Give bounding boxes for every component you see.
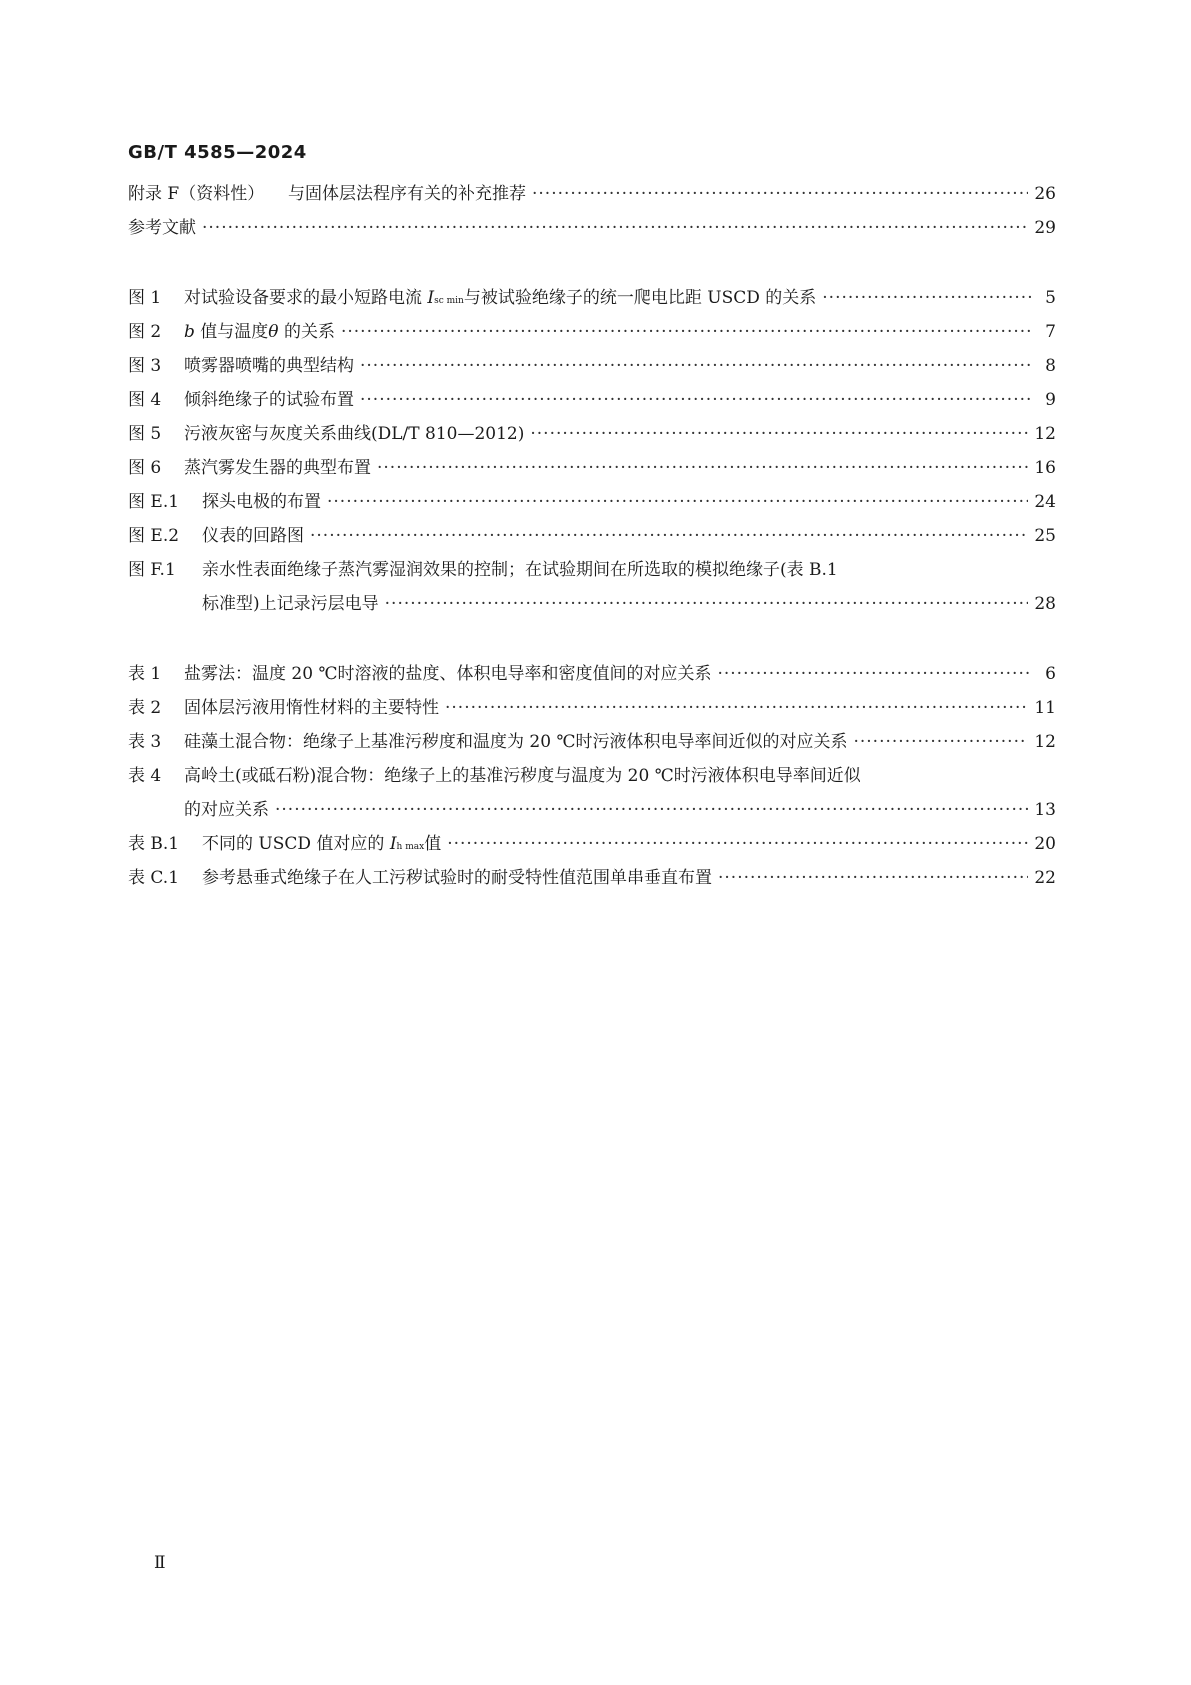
standard-code: GB/T 4585—2024 (128, 142, 307, 163)
toc-prefix: 表 4 (128, 766, 162, 786)
toc-title: 硅藻土混合物：绝缘子上基准污秽度和温度为 20 ℃时污液体积电导率间近似的对应关系 (184, 732, 848, 752)
dot-leader (445, 694, 1028, 722)
toc-prefix: 图 1 (128, 288, 162, 308)
toc-entry-figure-2[interactable] (128, 318, 1056, 346)
toc-page-number: 5 (1045, 288, 1056, 308)
toc-entry-table-b1[interactable] (128, 830, 1056, 858)
toc-title: 高岭土(或砥石粉)混合物：绝缘子上的基准污秽度与温度为 20 ℃时污液体积电导率间近似 (184, 766, 861, 786)
toc-page-number: 8 (1045, 356, 1056, 376)
toc-title: 倾斜绝缘子的试验布置 (184, 390, 354, 410)
page-number: Ⅱ (154, 1553, 166, 1573)
dot-leader (327, 488, 1028, 516)
dot-leader (532, 180, 1028, 208)
toc-entry-figure-1[interactable] (128, 284, 1056, 312)
dot-leader (385, 590, 1029, 618)
toc-prefix: 图 4 (128, 390, 162, 410)
dot-leader (822, 284, 1032, 312)
toc-prefix: 图 2 (128, 322, 162, 342)
dot-leader (310, 522, 1028, 550)
toc-entry-figure-e1[interactable] (128, 488, 1056, 516)
dot-leader (202, 214, 1028, 242)
toc-page-number: 16 (1034, 458, 1056, 478)
toc-prefix: 表 3 (128, 732, 162, 752)
dot-leader (341, 318, 1032, 346)
toc-title: 蒸汽雾发生器的典型布置 (184, 458, 371, 478)
toc-page-number: 11 (1034, 698, 1056, 718)
toc-page-number: 29 (1034, 218, 1056, 238)
toc-entry-table-2[interactable] (128, 694, 1056, 722)
toc-title: 参考悬垂式绝缘子在人工污秽试验时的耐受特性值范围单串垂直布置 (202, 868, 712, 888)
toc-entry-figure-f1-line1[interactable] (128, 556, 1056, 584)
toc-title: 不同的 USCD 值对应的 Ih max值 (202, 834, 442, 854)
toc-entry-figure-f1-line2[interactable] (128, 590, 1056, 618)
toc-title: 仪表的回路图 (202, 526, 304, 546)
toc-title: 盐雾法：温度 20 ℃时溶液的盐度、体积电导率和密度值间的对应关系 (184, 664, 712, 684)
toc-prefix: 图 E.2 (128, 526, 180, 546)
toc-prefix: 表 2 (128, 698, 162, 718)
toc-prefix: 表 B.1 (128, 834, 180, 854)
toc-entry-table-c1[interactable] (128, 864, 1056, 892)
toc-entry-table-3[interactable] (128, 728, 1056, 756)
toc-prefix: 图 3 (128, 356, 162, 376)
toc-title: 参考文献 (128, 218, 196, 238)
toc-entry-figure-3[interactable] (128, 352, 1056, 380)
dot-leader (360, 352, 1032, 380)
toc-page-number: 12 (1034, 732, 1056, 752)
dot-leader (447, 830, 1028, 858)
toc-prefix: 图 6 (128, 458, 162, 478)
toc-prefix: 图 5 (128, 424, 162, 444)
toc-entry-table-4-line2[interactable] (128, 796, 1056, 824)
dot-leader (377, 454, 1028, 482)
toc-page-number: 7 (1045, 322, 1056, 342)
toc-page-number: 6 (1045, 664, 1056, 684)
dot-leader (853, 728, 1028, 756)
toc-title: 探头电极的布置 (202, 492, 321, 512)
toc-title: 污液灰密与灰度关系曲线(DL/T 810—2012) (184, 424, 525, 444)
toc-title: 的对应关系 (184, 800, 269, 820)
toc-prefix: 图 E.1 (128, 492, 180, 512)
toc-page-number: 24 (1034, 492, 1056, 512)
toc-page-number: 28 (1034, 594, 1056, 614)
toc-page-number: 13 (1034, 800, 1056, 820)
toc-prefix: 表 C.1 (128, 868, 180, 888)
toc-page-number: 12 (1034, 424, 1056, 444)
dot-leader (360, 386, 1032, 414)
toc-title: 固体层污液用惰性材料的主要特性 (184, 698, 439, 718)
toc-prefix: 图 F.1 (128, 560, 176, 580)
toc-prefix: 附录 F（资料性） (128, 184, 265, 204)
toc-title: b 值与温度θ 的关系 (184, 322, 335, 342)
toc-page-number: 26 (1034, 184, 1056, 204)
toc-title: 喷雾器喷嘴的典型结构 (184, 356, 354, 376)
toc-page-number: 9 (1045, 390, 1056, 410)
toc-entry-figure-e2[interactable] (128, 522, 1056, 550)
toc-page-number: 25 (1034, 526, 1056, 546)
toc-entry-figure-5[interactable] (128, 420, 1056, 448)
toc-title: 与固体层法程序有关的补充推荐 (288, 184, 526, 204)
toc-entry-appendix-f[interactable] (128, 180, 1056, 208)
toc-entry-table-1[interactable] (128, 660, 1056, 688)
toc-entry-references[interactable] (128, 214, 1056, 242)
dot-leader (275, 796, 1028, 824)
dot-leader (718, 864, 1028, 892)
toc-page-number: 22 (1034, 868, 1056, 888)
toc-page-number: 20 (1034, 834, 1056, 854)
toc-title: 标准型)上记录污层电导 (202, 594, 379, 614)
toc-prefix: 表 1 (128, 664, 162, 684)
toc-title: 亲水性表面绝缘子蒸汽雾湿润效果的控制；在试验期间在所选取的模拟绝缘子(表 B.1 (202, 560, 838, 580)
toc-title: 对试验设备要求的最小短路电流 Isc min与被试验绝缘子的统一爬电比距 USCD 的关系 (184, 288, 817, 308)
toc-entry-figure-4[interactable] (128, 386, 1056, 414)
dot-leader (530, 420, 1028, 448)
toc-entry-table-4-line1[interactable] (128, 762, 1056, 790)
toc-entry-figure-6[interactable] (128, 454, 1056, 482)
dot-leader (717, 660, 1032, 688)
